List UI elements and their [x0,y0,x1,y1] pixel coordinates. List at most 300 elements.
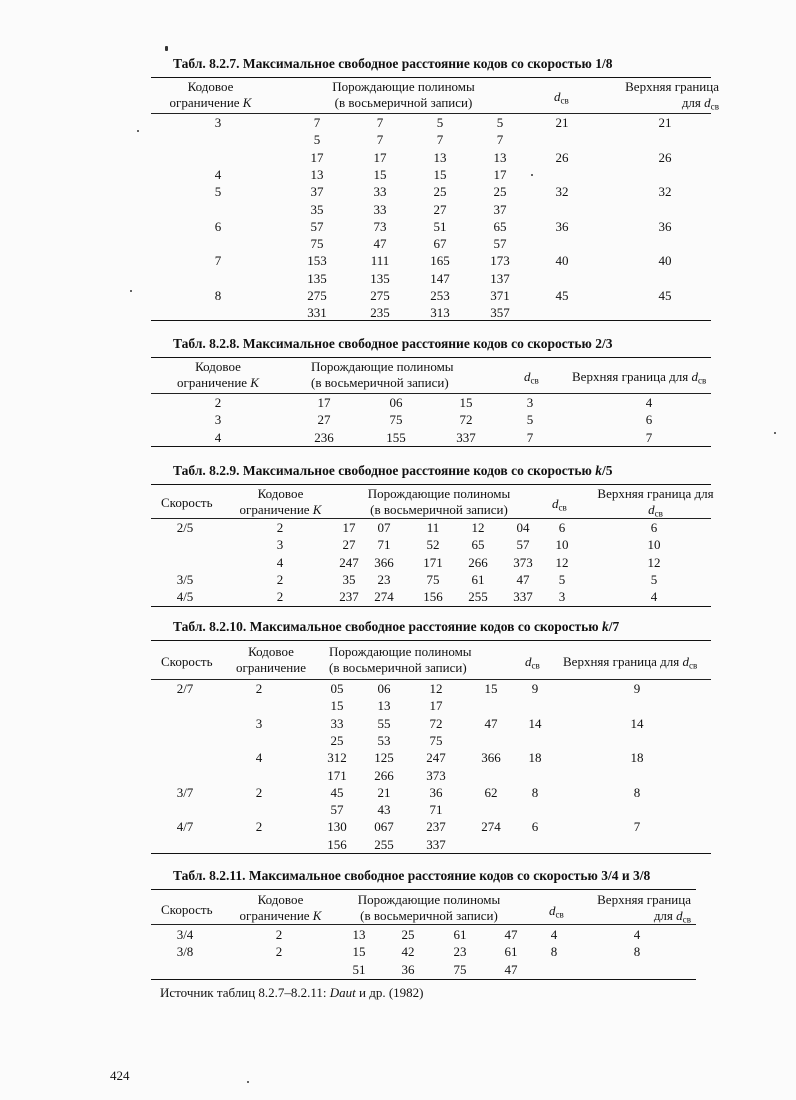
table-cell: 155 [386,429,406,445]
table-cell: 173 [490,253,510,269]
header-var: K [250,375,259,391]
table-cell: 153 [307,253,327,269]
caption-var: k [595,463,602,478]
header-var: d [524,369,531,384]
table-cell: 25 [433,184,447,200]
table-caption [173,619,619,635]
col-header-polynomials [329,644,472,677]
table-cell: 65 [493,218,507,234]
table-cell: 2 [275,927,283,942]
table-8-2-8 [151,336,711,451]
table-cell: 8 [214,288,222,303]
header-sub: св [558,502,567,513]
table-cell: 8 [531,784,539,800]
table-cell: 5 [526,412,534,428]
header-line: Кодовое [195,359,241,374]
col-header-dfree [524,369,539,387]
table-cell: 15 [352,944,366,960]
table-cell: 4 [650,589,658,605]
table-top-rule [151,640,711,641]
table-cell: 26 [658,149,672,165]
table-cell: 135 [307,270,327,286]
table-cell: 2/5 [176,520,194,535]
table-cell: 75 [453,961,467,977]
table-cell: 9 [531,681,539,696]
header-var: d [525,654,532,669]
table-cell: 4 [276,554,284,570]
table-cell: 12 [647,554,661,570]
table-cell: 7 [645,429,653,445]
header-line: (в восьмеричной записи) [370,502,508,518]
header-line: Порождающие полиномы [329,644,472,659]
table-cell: 255 [374,836,394,852]
header-text: для [681,95,701,111]
table-cell: 3 [214,115,222,130]
table-cell: 266 [468,554,488,570]
table-cell: 40 [658,253,672,269]
header-line: Кодовое [257,892,304,907]
table-header-rule [151,113,711,114]
header-line: Верхняя граница для [597,486,714,501]
table-cell: 37 [493,201,507,217]
table-cell: 33 [373,184,387,200]
table-cell: 4 [645,395,653,410]
table-cell: 51 [352,961,366,977]
caption-tail: /7 [608,619,620,634]
col-header-constraint [153,359,283,392]
table-header-rule [151,393,711,394]
table-8-2-10 [151,619,711,859]
header-var: K [242,95,252,111]
table-cell: 23 [377,571,391,587]
table-top-rule [151,77,711,78]
table-8-2-9 [151,463,714,613]
table-cell: 21 [377,784,391,800]
table-cell: 5 [313,132,321,148]
table-cell: 45 [658,288,672,303]
table-cell: 25 [330,732,344,748]
table-cell: 235 [370,305,390,321]
table-cell: 5 [650,571,658,587]
footnote-author: Daut [329,985,356,1000]
table-cell: 171 [327,767,347,783]
header-text: Верхняя граница для [572,369,689,384]
table-cell: 18 [528,750,542,766]
table-cell: 36 [658,218,672,234]
table-cell: 15 [373,166,387,182]
table-cell: 237 [426,819,446,835]
col-header-dfree [549,903,564,921]
header-text: ограничение [177,375,248,391]
table-cell: 45 [555,288,569,303]
table-cell: 275 [370,288,390,303]
table-cell: 8 [633,784,641,800]
table-cell: 75 [429,732,443,748]
header-line: Верхняя граница [597,892,691,907]
table-cell: 33 [330,715,344,731]
table-cell: 2 [255,784,263,800]
header-sub: св [531,660,540,671]
header-line: (в восьмеричной записи) [329,660,467,676]
table-cell: 17 [493,166,507,182]
header-sub: св [688,660,698,671]
col-header-polynomials [311,79,496,112]
header-line: ограничение [235,660,306,676]
table-caption: Табл. 8.2.11. Максимальное свободное расстояние кодов со скоростью 3/4 и 3/8 [173,868,651,883]
table-cell: 53 [377,732,391,748]
table-cell: 67 [433,236,447,252]
col-header-constraint [153,79,268,112]
table-caption: Табл. 8.2.8. Максимальное свободное расстояние кодов со скоростью 2/3 [173,336,613,351]
table-cell: 72 [459,412,473,428]
header-var: d [648,502,655,518]
table-cell: 3/7 [176,784,194,800]
table-cell: 57 [493,236,507,252]
scan-speck [531,174,533,176]
table-cell: 21 [555,115,569,130]
table-header-rule [151,924,696,925]
table-cell: 45 [330,784,344,800]
table-cell: 067 [374,819,394,835]
table-cell: 237 [339,589,359,605]
table-cell: 35 [342,571,356,587]
table-cell: 7 [633,819,641,835]
table-cell: 17 [317,395,331,410]
table-cell: 337 [456,429,476,445]
table-cell: 7 [526,429,534,445]
table-cell: 274 [481,819,501,835]
table-cell: 8 [550,944,558,960]
col-header-polynomials [344,892,514,925]
table-cell: 6 [650,520,658,535]
table-cell: 23 [453,944,467,960]
table-cell: 10 [555,537,569,553]
header-var: d [554,89,561,104]
col-header-polynomials [311,359,454,392]
table-header-rule [151,679,711,680]
table-cell: 4 [255,750,263,766]
col-header-dfree [525,654,540,672]
table-top-rule [151,484,711,485]
table-cell: 7 [436,132,444,148]
table-cell: 21 [658,115,672,130]
table-cell: 125 [374,750,394,766]
table-cell: 75 [426,571,440,587]
table-cell: 07 [377,520,391,535]
table-cell: 357 [490,305,510,321]
table-cell: 11 [426,520,440,535]
table-top-rule [151,889,696,890]
table-cell: 61 [504,944,518,960]
header-line: Порождающие полиномы [357,892,501,907]
header-var: d [552,496,559,511]
table-cell: 42 [401,944,415,960]
table-cell: 13 [433,149,447,165]
table-cell: 12 [471,520,485,535]
col-header-dfree [554,89,569,107]
header-sub: св [555,909,564,920]
table-cell: 137 [490,270,510,286]
table-cell: 17 [429,698,443,714]
header-var: d [676,908,683,924]
table-cell: 55 [377,715,391,731]
table-cell: 75 [389,412,403,428]
table-cell: 3 [214,412,222,428]
table-cell: 13 [493,149,507,165]
header-line: Порождающие полиномы [311,359,454,374]
table-cell: 17 [342,520,356,535]
table-cell: 52 [426,537,440,553]
table-cell: 253 [430,288,450,303]
table-cell: 3/5 [176,571,194,587]
table-cell: 17 [373,149,387,165]
table-cell: 275 [307,288,327,303]
col-header-polynomials [349,486,529,519]
header-var: d [549,903,556,918]
table-cell: 337 [513,589,533,605]
header-var: K [312,502,322,518]
table-cell: 36 [429,784,443,800]
header-text: ограничение [169,95,240,111]
table-cell: 2/7 [176,681,194,696]
table-cell: 47 [516,571,530,587]
table-cell: 43 [377,802,391,818]
caption-tail: /5 [602,463,613,478]
table-cell: 4 [214,429,222,445]
table-cell: 57 [310,218,324,234]
table-cell: 6 [645,412,653,428]
table-cell: 33 [373,201,387,217]
caption-text: Табл. 8.2.10. Максимальное свободное расстояние кодов со скоростью [173,619,599,634]
table-cell: 337 [426,836,446,852]
header-line: Порождающие полиномы [332,79,475,94]
table-cell: 2 [214,395,222,410]
table-cell: 266 [374,767,394,783]
table-cell: 47 [373,236,387,252]
table-caption [173,463,613,479]
table-bottom-rule [151,446,711,447]
table-cell: 247 [339,554,359,570]
header-sub: св [530,375,539,386]
table-cell: 61 [471,571,485,587]
table-cell: 111 [370,253,390,269]
table-cell: 4/5 [176,589,194,605]
header-line: Кодовое [187,79,234,94]
table-cell: 4/7 [176,819,194,835]
table-cell: 4 [633,927,641,942]
table-cell: 2 [255,819,263,835]
table-cell: 371 [490,288,510,303]
table-cell: 6 [531,819,539,835]
table-cell: 2 [276,571,284,587]
table-cell: 5 [558,571,566,587]
header-sub: св [560,95,569,106]
table-cell: 32 [555,184,569,200]
table-cell: 13 [377,698,391,714]
table-cell: 51 [433,218,447,234]
table-cell: 135 [370,270,390,286]
table-cell: 27 [317,412,331,428]
table-bottom-rule [151,853,711,854]
table-cell: 373 [513,554,533,570]
table-cell: 57 [330,802,344,818]
header-text: ограничение [239,502,310,518]
table-cell: 14 [528,715,542,731]
table-cell: 36 [401,961,415,977]
table-cell: 47 [484,715,498,731]
scan-speck [137,130,139,132]
caption-var: k [602,619,609,634]
table-cell: 61 [453,927,467,942]
table-cell: 06 [389,395,403,410]
table-cell: 7 [376,132,384,148]
header-var: K [312,908,322,924]
table-cell: 35 [310,201,324,217]
header-line [223,502,338,518]
table-cell: 15 [484,681,498,696]
table-cell: 06 [377,681,391,696]
table-cell: 32 [658,184,672,200]
table-cell: 366 [374,554,394,570]
table-cell: 05 [330,681,344,696]
table-cell: 17 [310,149,324,165]
table-cell: 312 [327,750,347,766]
col-header-upper-bound [572,369,706,387]
table-cell: 3/8 [176,944,194,960]
header-line: (в восьмеричной записи) [360,908,498,924]
table-cell: 71 [377,537,391,553]
scan-speck [130,290,132,292]
header-line: Кодовое [257,486,304,501]
table-cell: 7 [496,132,504,148]
table-cell: 313 [430,305,450,321]
header-sub: св [654,508,663,519]
table-cell: 13 [352,927,366,942]
table-cell: 5 [436,115,444,130]
table-cell: 130 [327,819,347,835]
col-header-upper-bound [583,486,728,520]
header-sub: св [682,914,691,925]
table-8-2-7 [151,56,719,326]
table-cell: 71 [429,802,443,818]
table-cell: 7 [376,115,384,130]
table-header-rule [151,518,711,519]
header-line [223,908,338,924]
table-cell: 3 [255,715,263,731]
header-line: (в восьмеричной записи) [311,375,449,391]
table-cell: 47 [504,961,518,977]
table-cell: 14 [630,715,644,731]
table-cell: 8 [633,944,641,960]
table-cell: 2 [276,520,284,535]
table-cell: 3 [526,395,534,410]
table-cell: 236 [314,429,334,445]
header-var: d [682,654,689,669]
table-cell: 2 [255,681,263,696]
col-header-rate: Скорость [161,654,213,669]
table-cell: 47 [504,927,518,942]
table-cell: 5 [214,184,222,200]
header-text: Верхняя граница для [563,654,680,669]
table-caption: Табл. 8.2.7. Максимальное свободное расстояние кодов со скоростью 1/8 [173,56,613,71]
table-cell: 04 [516,520,530,535]
table-cell: 37 [310,184,324,200]
table-cell: 26 [555,149,569,165]
header-line: Кодовое [248,644,294,659]
footnote-text: Источник таблиц 8.2.7–8.2.11: [160,985,327,1000]
header-line [613,95,719,113]
header-sub: св [697,375,707,386]
table-cell: 62 [484,784,498,800]
table-cell: 331 [307,305,327,321]
col-header-upper-bound [563,654,697,672]
table-cell: 73 [373,218,387,234]
table-cell: 4 [550,927,558,942]
table-cell: 171 [423,554,443,570]
table-cell: 247 [426,750,446,766]
col-header-dfree [552,496,567,514]
caption-text: Табл. 8.2.9. Максимальное свободное расстояние кодов со скоростью [173,463,592,478]
table-cell: 18 [630,750,644,766]
table-cell: 3 [558,589,566,605]
table-cell: 36 [555,218,569,234]
table-cell: 75 [310,236,324,252]
table-cell: 366 [481,750,501,766]
table-bottom-rule [151,320,711,321]
col-header-rate: Скорость [161,495,213,510]
table-cell: 65 [471,537,485,553]
scan-speck [247,1081,249,1083]
table-cell: 165 [430,253,450,269]
table-bottom-rule [151,606,711,607]
table-cell: 4 [214,166,222,182]
table-cell: 156 [423,589,443,605]
header-text: ограничение [239,908,310,924]
table-cell: 6 [558,520,566,535]
table-cell: 25 [493,184,507,200]
col-header-rate: Скорость [161,902,213,917]
table-cell: 2 [276,589,284,605]
table-bottom-rule [151,979,696,980]
table-cell: 9 [633,681,641,696]
col-header-upper-bound [613,79,719,113]
header-var: d [691,369,698,384]
table-cell: 57 [516,537,530,553]
header-text: для [653,908,673,924]
table-cell: 12 [555,554,569,570]
table-cell: 147 [430,270,450,286]
col-header-constraint [223,486,338,519]
header-var: d [704,95,711,111]
header-sub: св [710,101,719,112]
table-cell: 7 [214,253,222,269]
table-top-rule [151,357,711,358]
table-cell: 255 [468,589,488,605]
table-cell: 156 [327,836,347,852]
table-cell: 40 [555,253,569,269]
footnote-tail: и др. (1982) [359,985,424,1000]
table-cell: 5 [496,115,504,130]
table-cell: 13 [310,166,324,182]
table-cell: 7 [313,115,321,130]
col-header-constraint [223,892,338,925]
scan-speck [774,432,776,434]
table-cell: 2 [275,944,283,960]
col-header-constraint [231,644,311,677]
table-cell: 6 [214,218,222,234]
header-line: Верхняя граница [625,79,719,94]
table-cell: 27 [342,537,356,553]
